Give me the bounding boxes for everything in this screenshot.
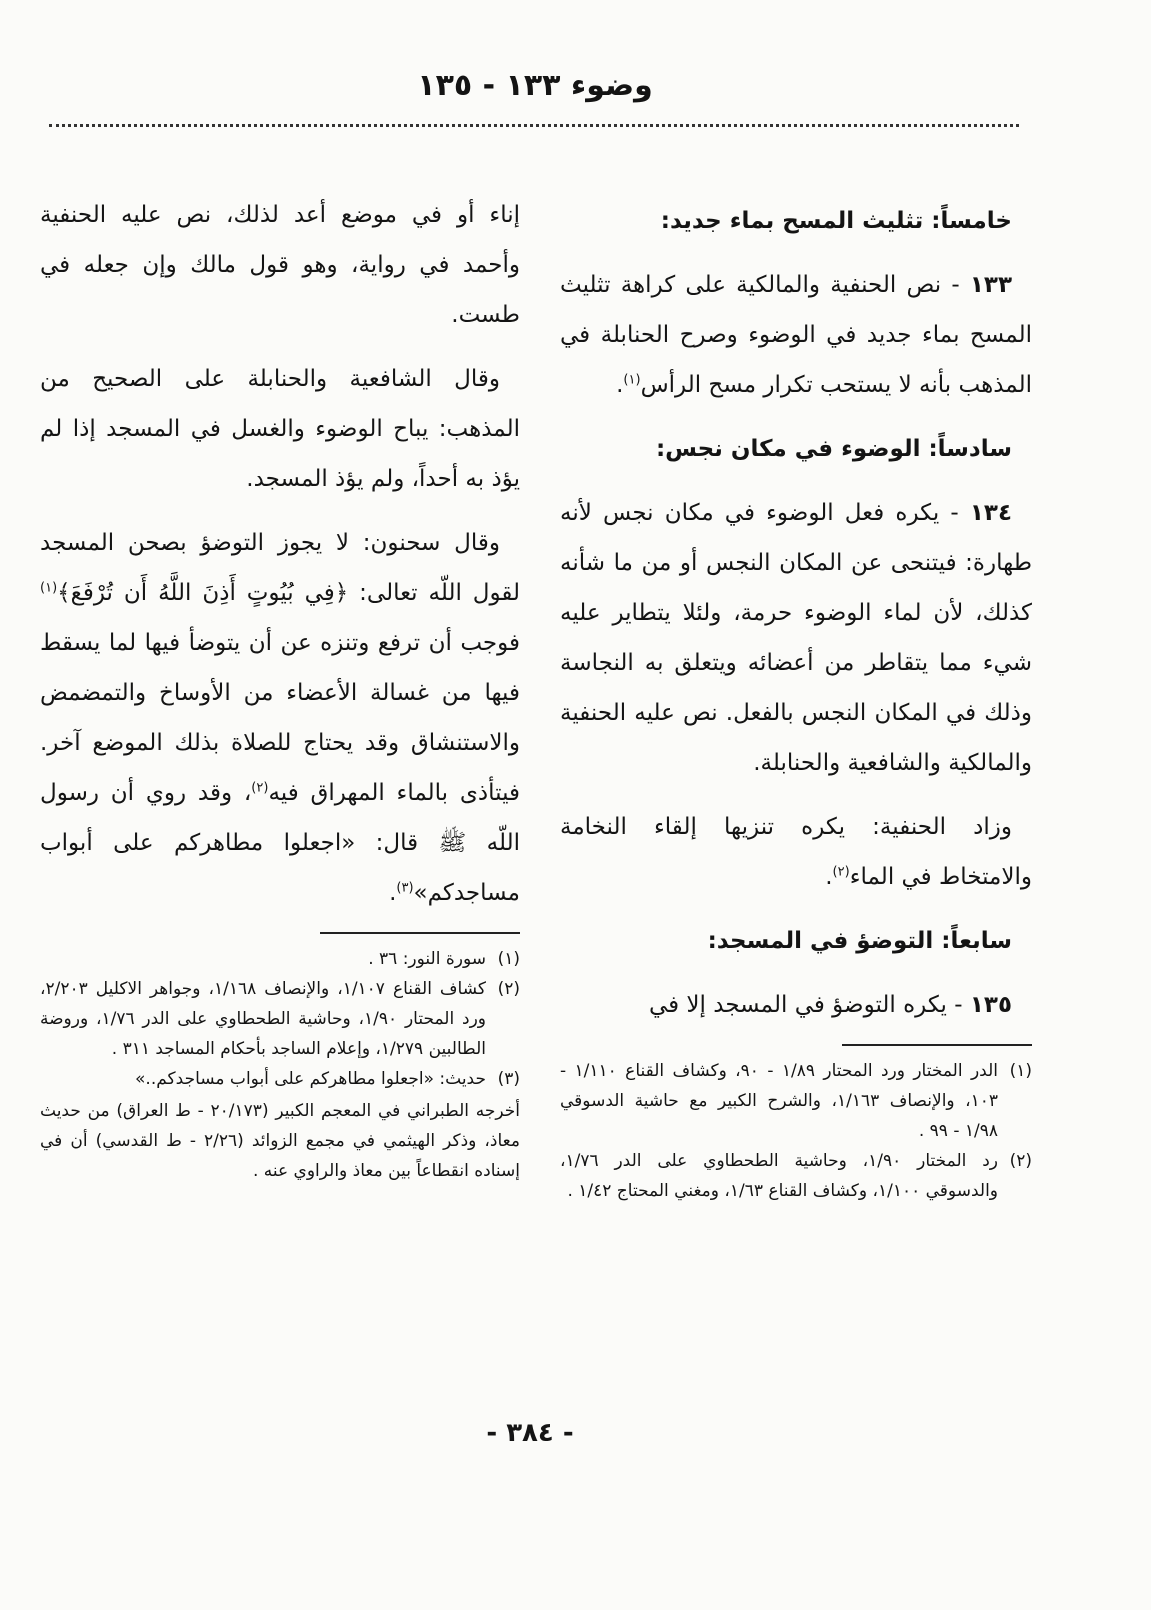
footnotes-right bbox=[560, 1056, 1032, 1206]
paragraph-end: . bbox=[389, 880, 397, 906]
left-column bbox=[40, 190, 520, 1186]
paragraph-sahnun bbox=[40, 518, 520, 918]
footnote-rule bbox=[320, 932, 520, 934]
paragraph-continuation: إناء أو في موضع أعد لذلك، نص عليه الحنفية وأحمد في رواية، وهو قول مالك وإن جعله في طست. bbox=[40, 202, 520, 328]
footnote-continuation: أخرجه الطبراني في المعجم الكبير (٢٠/١٧٣ - ط العراق) من حديث معاذ، وذكر الهيثمي في مجمع الزوائد (٢/٢٦ - ط القدسي) أن في إسناده انقطاعاً بين معاذ والراوي عنه . bbox=[40, 1101, 520, 1181]
footnote-number: (٢) bbox=[497, 979, 520, 999]
footnote-text: كشاف القناع ١/١٠٧، والإنصاف ١/١٦٨، وجواهر الاكليل ٢/٢٠٣، ورد المحتار ١/٩٠، وحاشية الطحطاوي على الدر ١/٧٦، وروضة الطالبين ١/٢٧٩، وإعلام الساجد بأحكام المساجد ٣١١ . bbox=[40, 979, 486, 1059]
footnote-ref: (٣) bbox=[396, 880, 414, 896]
paragraph-135 bbox=[560, 980, 1032, 1030]
footnote bbox=[560, 1146, 1032, 1206]
footnote bbox=[40, 944, 520, 974]
paragraph-134 bbox=[560, 488, 1032, 788]
footnote-text: حديث: «اجعلوا مطاهركم على أبواب مساجدكم..» bbox=[135, 1069, 486, 1089]
paragraph-number: ١٣٥ bbox=[969, 992, 1012, 1018]
footnote bbox=[560, 1056, 1032, 1146]
paragraph-number: ١٣٣ bbox=[969, 272, 1012, 298]
running-head: وضوء ١٣٣ - ١٣٥ bbox=[417, 68, 653, 103]
paragraph-text: وزاد الحنفية: يكره تنزيها إلقاء النخامة والامتخاط في الماء bbox=[560, 814, 1032, 890]
paragraph-hanafi-addition: وزاد الحنفية: يكره تنزيها إلقاء النخامة والامتخاط في الماء$^{(٢)}$. bbox=[560, 814, 1032, 890]
paragraph-shafii-hanbali: وقال الشافعية والحنابلة على الصحيح من المذهب: يباح الوضوء والغسل في المسجد إذا لم يؤذ به أحداً، ولم يؤذ المسجد. bbox=[40, 366, 520, 492]
footnote-number: (٣) bbox=[497, 1069, 520, 1089]
footnote-text: الدر المختار ورد المحتار ١/٨٩ - ٩٠، وكشاف القناع ١/١١٠ - ١٠٣، والإنصاف ١/١٦٣، والشرح الكبير مع حاشية الدسوقي ١/٩٨ - ٩٩ . bbox=[560, 1061, 999, 1141]
paragraph-text: - يكره فعل الوضوء في مكان نجس لأنه طهارة: فيتنحى عن المكان النجس أو من ما شأنه كذلك، لأن لماء الوضوء حرمة، ولئلا يتطاير عليه شيء مما يتقاطر من أعضائه ويتعلق به النجاسة وذلك في المكان النجس بالفعل. نص عليه الحنفية والمالكية والشافعية والحنابلة. bbox=[560, 500, 1032, 776]
footnote-rule bbox=[842, 1044, 1032, 1046]
footnote-number: (٢) bbox=[1009, 1151, 1032, 1171]
footnote-ref: (١) bbox=[40, 580, 58, 596]
section-heading-fifth: خامساً: تثليث المسح بماء جديد: bbox=[660, 208, 1012, 234]
footnote-text: رد المختار ١/٩٠، وحاشية الطحطاوي على الدر ١/٧٦، والدسوقي ١/١٠٠، وكشاف القناع ١/٦٣، ومغني المحتاج ١/٤٢ . bbox=[560, 1151, 998, 1201]
paragraph-text: - يكره التوضؤ في المسجد إلا في bbox=[648, 992, 970, 1018]
footnote bbox=[40, 974, 520, 1064]
footnote-text: سورة النور: ٣٦ . bbox=[368, 949, 486, 969]
footnote bbox=[40, 1064, 520, 1094]
paragraph-text: وقال سحنون: لا يجوز التوضؤ بصحن المسجد لقول اللّه تعالى: ﴿فِي بُيُوتٍ أَذِنَ اللَّهُ أَن تُرْفَعَ﴾ bbox=[40, 530, 520, 606]
paragraph-number: ١٣٤ bbox=[969, 500, 1012, 526]
footnote-ref: (٢) bbox=[832, 864, 850, 880]
header-dotted-rule bbox=[49, 124, 1019, 127]
footnote-ref: (٢) bbox=[251, 780, 269, 796]
footnotes-left bbox=[40, 944, 520, 1186]
right-column bbox=[560, 190, 1032, 1206]
footnote-number: (١) bbox=[497, 949, 520, 969]
footnote-number: (١) bbox=[1009, 1061, 1032, 1081]
paragraph-text: ، وقد روي أن رسول اللّه ﷺ قال: «اجعلوا مطاهركم على أبواب مساجدكم» bbox=[40, 780, 520, 906]
paragraph-text: - نص الحنفية والمالكية على كراهة تثليث المسح بماء جديد في الوضوء وصرح الحنابلة في المذهب بأنه لا يستحب تكرار مسح الرأس bbox=[560, 272, 1032, 398]
footnote-ref: (١) bbox=[623, 372, 641, 388]
page-number: - ٣٨٤ - bbox=[486, 1418, 574, 1448]
paragraph-133: ١٣٣ - نص الحنفية والمالكية على كراهة تثليث المسح بماء جديد في الوضوء وصرح الحنابلة في المذهب بأنه لا يستحب تكرار مسح الرأس$^{(١)}$. bbox=[560, 272, 1032, 398]
section-heading-sixth: سادساً: الوضوء في مكان نجس: bbox=[655, 436, 1012, 462]
section-heading-seventh: سابعاً: التوضؤ في المسجد: bbox=[707, 928, 1012, 954]
paragraph-text: فوجب أن ترفع وتنزه عن أن يتوضأ فيها لما يسقط فيها من غسالة الأعضاء من الأوساخ والتمضمض والاستنشاق وقد يحتاج للصلاة بذلك الموضع آخر. فيتأذى بالماء المهراق فيه bbox=[40, 630, 521, 806]
